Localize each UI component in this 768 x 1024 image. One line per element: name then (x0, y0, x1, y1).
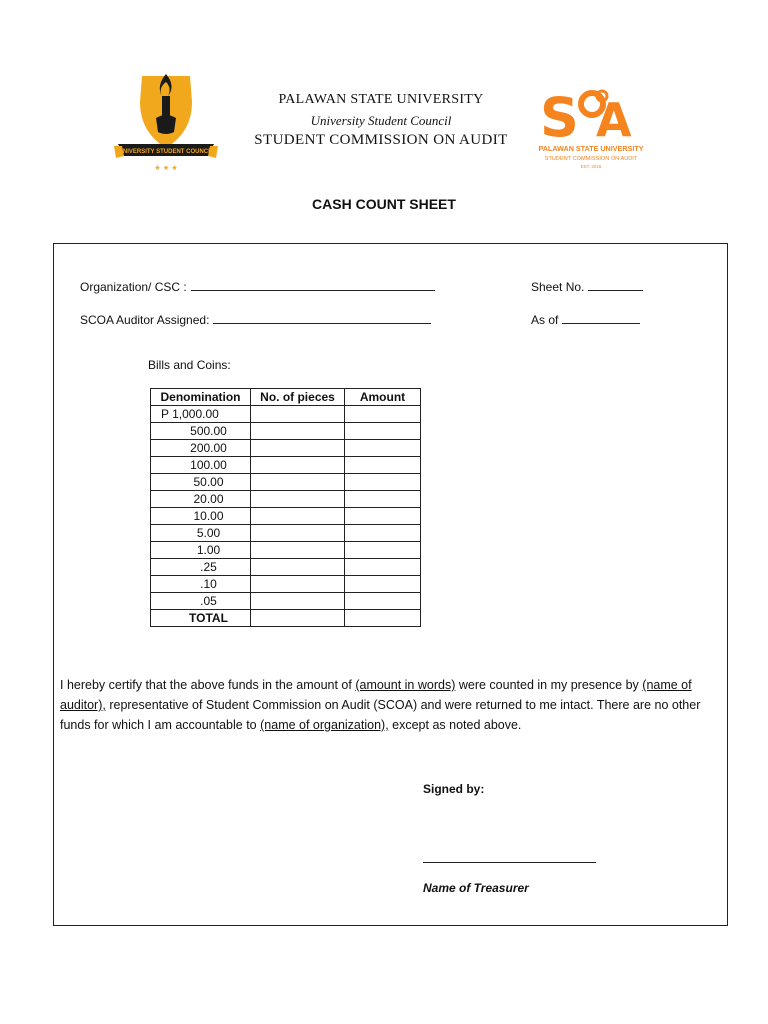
table-row (151, 474, 421, 491)
table-row (151, 508, 421, 525)
sheet-no-label: Sheet No. (531, 280, 585, 294)
table-header-row (151, 389, 421, 406)
pieces-cell[interactable] (251, 440, 345, 457)
amount-cell[interactable] (345, 576, 421, 593)
scoa-logo-line1: PALAWAN STATE UNIVERSITY (538, 144, 644, 153)
table-total-row (151, 610, 421, 627)
amount-cell[interactable] (345, 457, 421, 474)
pieces-cell[interactable] (251, 542, 345, 559)
pieces-cell[interactable] (251, 593, 345, 610)
amount-cell[interactable] (345, 423, 421, 440)
cert-text-2: were counted in my presence by (455, 678, 643, 692)
sheet-no-input[interactable] (588, 279, 643, 291)
pieces-cell[interactable] (251, 457, 345, 474)
page-title: CASH COUNT SHEET (312, 196, 456, 212)
denomination-cell: .05 (151, 593, 251, 610)
organization-label: Organization/ CSC : (80, 280, 187, 294)
certification-paragraph (60, 675, 722, 735)
table-row (151, 491, 421, 508)
svg-text:★ ★ ★: ★ ★ ★ (154, 164, 178, 172)
denomination-cell: 1.00 (151, 542, 251, 559)
amount-cell[interactable] (345, 593, 421, 610)
amount-cell[interactable] (345, 508, 421, 525)
table-row (151, 559, 421, 576)
denomination-cell: 500.00 (151, 423, 251, 440)
denomination-cell: 5.00 (151, 525, 251, 542)
scoa-logo-line3: EST. 2016 (580, 164, 602, 169)
table-row (151, 406, 421, 423)
auditor-input[interactable] (213, 312, 431, 324)
pieces-cell[interactable] (251, 525, 345, 542)
table-row (151, 525, 421, 542)
signed-by-label: Signed by: (423, 782, 485, 796)
denomination-cell: P 1,000.00 (151, 406, 251, 423)
svg-text:S: S (540, 86, 579, 149)
cert-text-1: I hereby certify that the above funds in the amount of (60, 678, 356, 692)
organization-input[interactable] (191, 279, 435, 291)
svg-text:A: A (596, 93, 632, 147)
scoa-logo (536, 78, 646, 174)
university-student-council-logo (112, 62, 220, 174)
commission-name: STUDENT COMMISSION ON AUDIT (254, 132, 508, 148)
amount-cell[interactable] (345, 406, 421, 423)
denomination-cell: 200.00 (151, 440, 251, 457)
table-row (151, 576, 421, 593)
as-of-field (531, 312, 640, 327)
total-label-cell: TOTAL (151, 610, 251, 627)
organization-field (80, 279, 435, 294)
pieces-cell[interactable] (251, 406, 345, 423)
amount-cell[interactable] (345, 525, 421, 542)
name-of-auditor-placeholder: (name of auditor), (60, 678, 692, 712)
pieces-cell[interactable] (251, 423, 345, 440)
council-name: University Student Council (310, 113, 452, 128)
pieces-cell[interactable] (251, 576, 345, 593)
header-denomination: Denomination (151, 389, 251, 406)
table-row (151, 457, 421, 474)
table-row (151, 542, 421, 559)
amount-cell[interactable] (345, 559, 421, 576)
bills-and-coins-label: Bills and Coins: (148, 358, 231, 372)
header-pieces: No. of pieces (251, 389, 345, 406)
as-of-label: As of (531, 313, 559, 327)
sheet-no-field (531, 279, 643, 294)
denomination-cell: 100.00 (151, 457, 251, 474)
scoa-logo-line2: STUDENT COMMISSION ON AUDIT (544, 156, 638, 162)
pieces-cell[interactable] (251, 474, 345, 491)
as-of-input[interactable] (562, 312, 640, 324)
name-of-treasurer-label: Name of Treasurer (423, 881, 529, 895)
name-of-organization-placeholder: (name of organization), (260, 718, 389, 732)
denomination-cell: 10.00 (151, 508, 251, 525)
amount-in-words-placeholder: (amount in words) (355, 678, 456, 692)
denomination-cell: 50.00 (151, 474, 251, 491)
table-row (151, 423, 421, 440)
auditor-field (80, 312, 431, 327)
amount-cell[interactable] (345, 440, 421, 457)
total-amount-cell[interactable] (345, 610, 421, 627)
logo-ribbon-text: UNIVERSITY STUDENT COUNCIL (118, 149, 214, 155)
university-name: PALAWAN STATE UNIVERSITY (278, 92, 484, 107)
auditor-label: SCOA Auditor Assigned: (80, 313, 210, 327)
amount-cell[interactable] (345, 542, 421, 559)
amount-cell[interactable] (345, 491, 421, 508)
total-pieces-cell[interactable] (251, 610, 345, 627)
denomination-cell: .25 (151, 559, 251, 576)
cert-text-3: representative of Student Commission on Audit (SCOA) and were returned to me intact. There are no other funds for which I am accountable to (60, 698, 701, 732)
denomination-cell: 20.00 (151, 491, 251, 508)
denomination-cell: .10 (151, 576, 251, 593)
amount-cell[interactable] (345, 474, 421, 491)
cash-count-table (150, 388, 421, 627)
signature-line[interactable] (423, 862, 596, 863)
pieces-cell[interactable] (251, 491, 345, 508)
table-row (151, 440, 421, 457)
pieces-cell[interactable] (251, 508, 345, 525)
table-row (151, 593, 421, 610)
cert-text-4: except as noted above. (388, 718, 522, 732)
pieces-cell[interactable] (251, 559, 345, 576)
header-amount: Amount (345, 389, 421, 406)
